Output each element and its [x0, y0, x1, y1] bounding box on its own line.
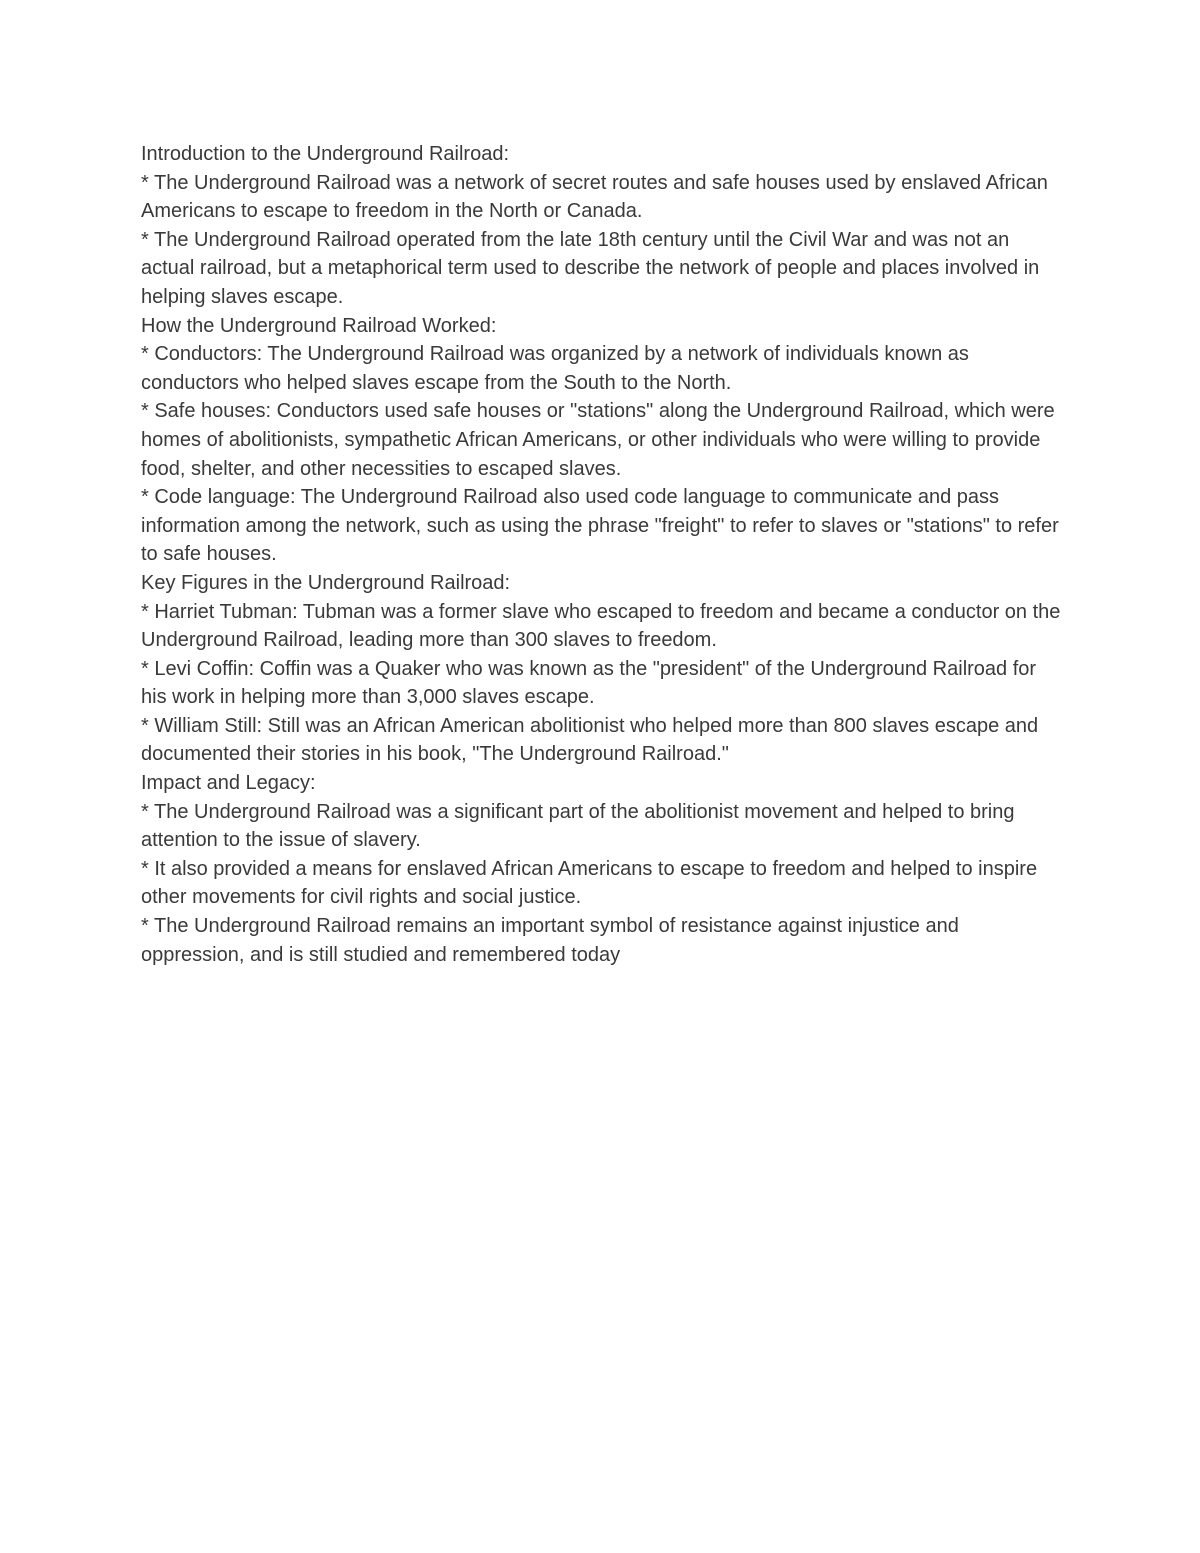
section-heading-introduction: Introduction to the Underground Railroad: [141, 143, 510, 165]
bullet-conductors: * Conductors: The Underground Railroad was organized by a network of individuals known as conductors who helped slaves escape from the South to the North. [141, 343, 969, 394]
section-heading-how-it-worked: How the Underground Railroad Worked: [141, 314, 497, 337]
bullet-william-still: * William Still: Still was an African American abolitionist who helped more than 800 slaves escape and documented their stories in his book, "The Underground Railroad." [141, 714, 1039, 766]
bullet-operation-period: * The Underground Railroad operated from the late 18th century until the Civil War and was not an actual railroad, but a metaphorical term used to describe the network of people and places involved in helping slaves escape. [141, 228, 1040, 308]
bullet-symbol-of-resistance: * The Underground Railroad remains an important symbol of resistance against injustice and oppression, and is still studied and remembered today [141, 915, 959, 966]
bullet-code-language: * Code language: The Underground Railroad also used code language to communicate and pass information among the network, such as using the phrase "freight" to refer to slaves or "stations" to refer to safe houses. [141, 486, 1059, 566]
bullet-harriet-tubman: * Harriet Tubman: Tubman was a former slave who escaped to freedom and became a conductor on the Underground Railroad, leading more than 300 slaves to freedom. [141, 600, 1061, 652]
section-heading-impact-legacy: Impact and Legacy: [141, 772, 316, 795]
bullet-abolitionist-movement: * The Underground Railroad was a significant part of the abolitionist movement and helped to bring attention to the issue of slavery. [141, 800, 1015, 852]
bullet-inspire-movements: * It also provided a means for enslaved African Americans to escape to freedom and helped to inspire other movements for civil rights and social justice. [141, 857, 1038, 909]
section-heading-key-figures: Key Figures in the Underground Railroad: [141, 571, 511, 594]
document-body [141, 140, 1061, 969]
bullet-levi-coffin: * Levi Coffin: Coffin was a Quaker who was known as the "president" of the Underground Railroad for his work in helping more than 3,000 slaves escape. [141, 657, 1037, 709]
bullet-safe-houses: * Safe houses: Conductors used safe houses or "stations" along the Underground Railroad, which were homes of abolitionists, sympathetic African Americans, or other individuals who were willing to provide food, shelter, and other necessities to escaped slaves. [141, 400, 1055, 480]
bullet-network-definition: * The Underground Railroad was a network of secret routes and safe houses used by enslaved African Americans to escape to freedom in the North or Canada. [141, 171, 1048, 223]
